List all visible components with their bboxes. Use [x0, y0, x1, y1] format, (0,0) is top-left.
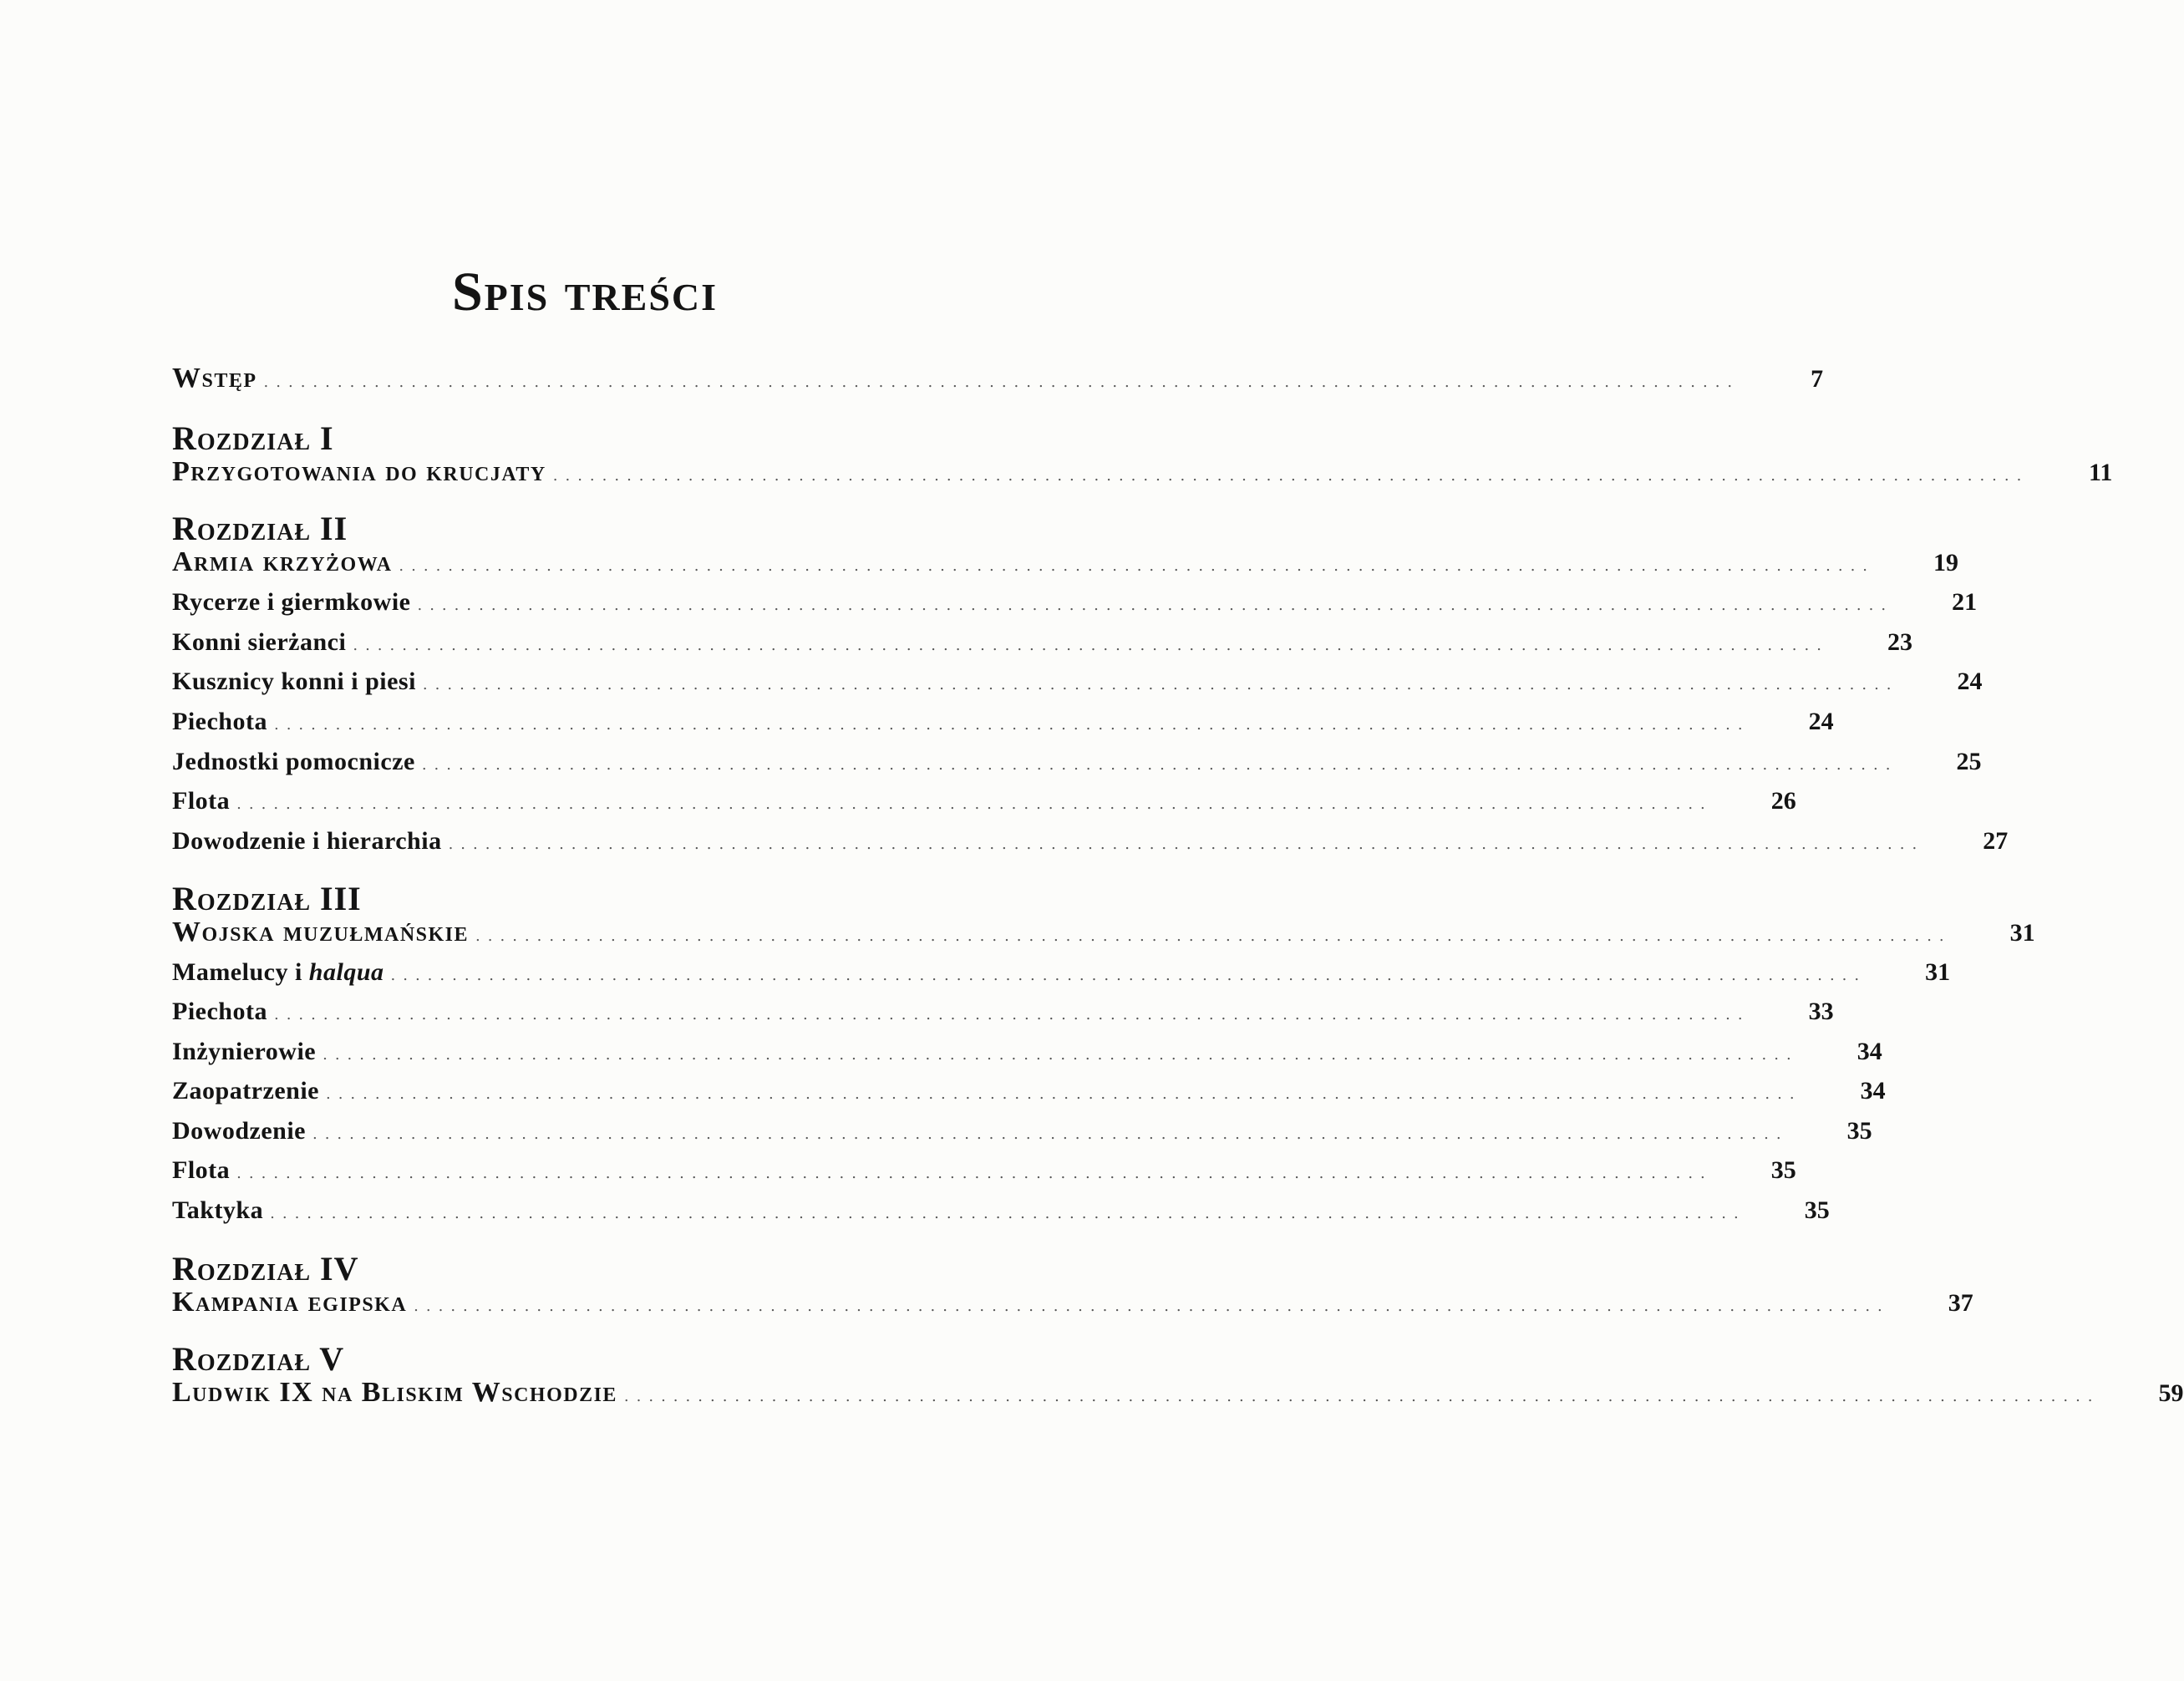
toc-entry-label: Ludwik IX na Bliskim Wschodzie — [172, 1377, 617, 1408]
toc-entry-label: Kampania egipska — [172, 1287, 408, 1318]
dot-leader: ........................................................................................................................ — [263, 373, 1740, 391]
toc-entry[interactable] — [172, 782, 1796, 820]
dot-leader: ........................................................................................................................ — [236, 1165, 1713, 1182]
toc-entry-chapter-heading[interactable] — [172, 453, 2113, 491]
dot-leader: ........................................................................................................................ — [323, 1046, 1799, 1064]
toc-entry-label: Wojska muzułmańskie — [172, 917, 470, 947]
chapter-label: Rozdział I — [172, 419, 334, 457]
toc-entry-label-group — [172, 953, 391, 992]
page-title: Spis treści — [451, 262, 719, 322]
toc-entry-label: Kusznicy konni i piesi — [172, 668, 416, 695]
dot-leader: ........................................................................................................................ — [399, 557, 1876, 575]
toc-entry-chapter-heading[interactable] — [172, 543, 1959, 581]
toc-page-number: 25 — [1956, 748, 1982, 775]
toc-entry-chapter-heading[interactable] — [172, 1374, 2184, 1412]
toc-entry[interactable] — [172, 953, 1951, 992]
toc-entry[interactable] — [172, 1191, 1830, 1230]
toc-entry[interactable] — [172, 993, 1834, 1031]
toc-entry-label: Przygotowania do krucjaty — [172, 456, 546, 487]
toc-page-number: 24 — [1808, 708, 1834, 735]
toc-entry[interactable] — [172, 1072, 1886, 1110]
dot-leader: ........................................................................................................................ — [414, 1298, 1890, 1315]
chapter-label: Rozdział V — [172, 1340, 345, 1378]
toc-page-number: 35 — [1770, 1156, 1796, 1184]
toc-entry-label: Wstęp — [172, 363, 257, 394]
toc-entry-label: Konni sierżanci — [172, 628, 347, 656]
dot-leader: ........................................................................................................................ — [417, 597, 1894, 614]
toc-page-number: 59 — [2158, 1379, 2184, 1407]
dot-leader: ........................................................................................................................ — [422, 676, 1899, 693]
toc-page-number: 35 — [1846, 1117, 1872, 1145]
toc-entry-label: Flota — [172, 787, 231, 815]
toc-page-number: 26 — [1770, 787, 1796, 815]
toc-entry-label: Jednostki pomocnicze — [172, 748, 415, 775]
dot-leader: ........................................................................................................................ — [353, 637, 1829, 654]
toc-page-number: 34 — [1860, 1077, 1886, 1105]
toc-page-number: 31 — [1925, 958, 1951, 986]
toc-entry-label: Inżynierowie — [172, 1038, 317, 1065]
toc-entry-label-italic: halqua — [308, 958, 384, 986]
dot-leader: ........................................................................................................................ — [623, 1388, 2100, 1405]
toc-entry[interactable] — [172, 1151, 1796, 1190]
toc-entry[interactable] — [172, 743, 1982, 781]
toc-page-number: 21 — [1952, 588, 1978, 616]
toc-entry-label: Rycerze i giermkowie — [172, 588, 411, 616]
toc-entry-label: Dowodzenie i hierarchia — [172, 827, 442, 855]
toc-entry-label: Mamelucy i — [172, 958, 309, 986]
toc-page-number: 27 — [1983, 827, 2009, 855]
toc-entry[interactable] — [172, 663, 1983, 701]
toc-page-number: 11 — [2089, 459, 2113, 486]
dot-leader: ........................................................................................................................ — [448, 835, 1925, 853]
toc-page-number: 35 — [1804, 1196, 1830, 1224]
toc-page-number: 34 — [1856, 1038, 1882, 1065]
toc-entry[interactable] — [172, 703, 1834, 741]
toc-entry[interactable] — [172, 1033, 1882, 1071]
chapter-label: Rozdział II — [172, 510, 348, 547]
toc-entry-label: Dowodzenie — [172, 1117, 306, 1145]
toc-entry-label: Piechota — [172, 708, 267, 735]
dot-leader: ........................................................................................................................ — [421, 756, 1898, 774]
toc-entry-label: Taktyka — [172, 1196, 264, 1224]
toc-page-number: 23 — [1887, 628, 1912, 656]
toc-entry[interactable] — [172, 623, 1912, 662]
toc-page-number: 19 — [1933, 549, 1959, 576]
dot-leader: ........................................................................................................................ — [273, 716, 1750, 734]
toc-entry-chapter-heading[interactable] — [172, 1283, 1973, 1322]
toc-page-number: 31 — [2009, 919, 2035, 947]
dot-leader: ........................................................................................................................ — [552, 467, 2029, 485]
dot-leader: ........................................................................................................................ — [390, 967, 1867, 984]
toc-entry-label: Zaopatrzenie — [172, 1077, 319, 1105]
toc-entry[interactable] — [172, 1112, 1872, 1150]
toc-entry[interactable] — [172, 583, 1978, 622]
toc-entry-label: Flota — [172, 1156, 231, 1184]
toc-entry-label: Piechota — [172, 998, 267, 1025]
dot-leader: ........................................................................................................................ — [236, 795, 1713, 813]
toc-page-number: 7 — [1811, 365, 1824, 393]
toc-page-number: 24 — [1957, 668, 1983, 695]
dot-leader: ........................................................................................................................ — [475, 927, 1952, 945]
chapter-label: Rozdział IV — [172, 1250, 359, 1287]
toc-entry[interactable] — [172, 822, 2009, 861]
toc-entry-chapter-heading[interactable] — [172, 913, 2035, 952]
toc-page-number: 37 — [1948, 1289, 1973, 1317]
toc-page-number: 33 — [1808, 998, 1834, 1025]
dot-leader: ........................................................................................................................ — [270, 1205, 1746, 1222]
toc-entry-label: Armia krzyżowa — [172, 546, 393, 577]
toc-entry-intro[interactable] — [172, 359, 1824, 398]
chapter-label: Rozdział III — [172, 880, 362, 917]
dot-leader: ........................................................................................................................ — [273, 1006, 1750, 1023]
dot-leader: ........................................................................................................................ — [325, 1085, 1802, 1103]
dot-leader: ........................................................................................................................ — [312, 1125, 1789, 1143]
